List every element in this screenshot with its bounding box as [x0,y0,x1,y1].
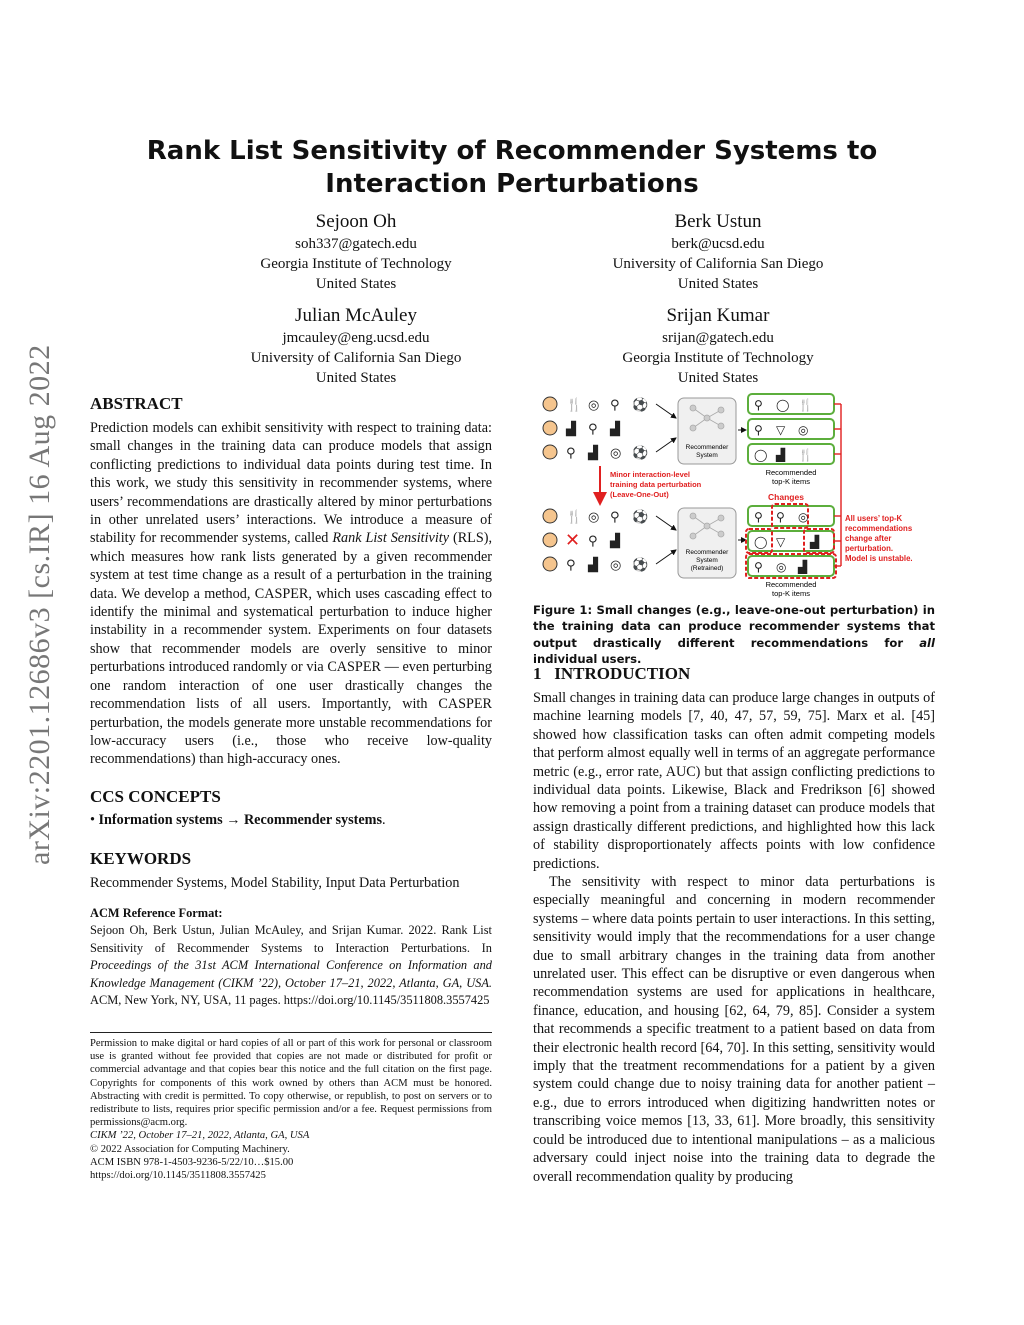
user-avatar-icon [543,445,557,459]
svg-text:Model is unstable.: Model is unstable. [845,554,913,563]
user-avatar-icon [543,421,557,435]
author-block [568,210,868,294]
svg-text:System: System [696,557,718,564]
changes-label: Changes [768,492,804,502]
ccs-heading: CCS CONCEPTS [90,787,221,806]
svg-text:◎: ◎ [798,423,809,437]
item-shoe-icon: ▟ [566,421,576,436]
abstract-body: Prediction models can exhibit sensitivity with respect to training data: small changes in the training data can produce models that assign conflicting predictions to individual data points during test time. In this work, we study this sensitivity in recommender systems, where users’ recommendations are drastically altered by minor perturbations in other unrelated users’ interactions. We introduce a measure of stability for recommender systems, called Rank List Sensitivity (RLS), which measures how rank lists generated by a given recommender system at test time change as a result of a perturbation in the training data. We develop a method, CASPER, which uses cascading effect to identify the minimal and systematical perturbation to induce higher instability in a recommender system. Experiments on four datasets show that recommender models are overly sensitive to minor perturbations introduced randomly or via CASPER — even perturbing one random interaction of one user drastically changes the recommendation lists of all users. Importantly, with CASPER perturbation, the models generate more unstable recommendations for low-accuracy users (i.e., those who receive low-quality recommendations) than high-accuracy ones. [90,420,492,768]
title-line-1: Rank List Sensitivity of Recommender Systems to [146,136,878,166]
svg-text:training data perturbation: training data perturbation [610,480,702,489]
author-name: Sejoon Oh [315,211,397,232]
user-avatar-icon [543,509,557,523]
user-interactions-perturbed [543,509,676,573]
item-shoe-icon: ▟ [588,445,598,460]
svg-text:▟: ▟ [798,560,808,574]
svg-text:⚽: ⚽ [632,509,649,524]
user-avatar-icon [543,397,557,411]
title-line-2: Interaction Perturbations [325,169,699,199]
svg-text:🍴: 🍴 [798,398,813,412]
author-block [206,210,506,294]
svg-text:⚲: ⚲ [610,509,620,524]
author-email[interactable]: srijan@gatech.edu [662,330,774,346]
arxiv-stamp: arXiv:2201.12686v3 [cs.IR] 16 Aug 2022 [23,344,56,865]
abstract-heading: ABSTRACT [90,394,183,413]
author-affiliation: Georgia Institute of Technology [622,350,814,366]
svg-text:◎: ◎ [610,557,622,572]
item-ball-icon: ⚽ [632,397,649,412]
author-affiliation: University of California San Diego [250,350,462,366]
svg-text:◯: ◯ [776,398,790,412]
svg-text:(Leave-One-Out): (Leave-One-Out) [610,490,669,499]
doi-link[interactable]: https://doi.org/10.1145/3511808.3557425 [90,1170,266,1182]
svg-text:change after: change after [845,534,892,543]
item-film-icon: ◎ [610,445,622,460]
svg-text:⚲: ⚲ [776,510,785,524]
svg-text:Minor interaction-level: Minor interaction-level [610,470,691,479]
svg-text:⚲: ⚲ [754,398,763,412]
svg-text:perturbation.: perturbation. [845,544,894,553]
svg-text:◯: ◯ [754,448,768,462]
intro-heading: 1 INTRODUCTION [533,664,691,683]
user-avatar-icon [543,557,557,571]
author-email[interactable]: jmcauley@eng.ucsd.edu [282,330,430,346]
acm-ref-heading: ACM Reference Format: [90,906,223,920]
ccs-concepts: • Information systems → Recommender systems. [90,812,386,828]
figure-1 [538,390,938,604]
svg-text:▟: ▟ [776,448,786,462]
svg-text:⚲: ⚲ [588,533,598,548]
intro-paragraph-1: Small changes in training data can produce large changes in outputs of machine learning models [7, 40, 47, 57, 59, 75]. Marx et al. [45] showed how classification tasks can often admit competing models that perform almost equally well in terms of an aggregate performance metric (e.g., error rate, AUC) but that assign conflicting predictions to individual data points. Likewise, Black and Fredrikson [6] showed how removing a point from a training dataset can produce models that assign drastically different predictions, and highlighted how this lack of stability disproportionately affects points with low confidence predictions. [533,690,935,872]
svg-text:🍴: 🍴 [566,509,583,524]
footnote-rule [90,1032,492,1033]
svg-text:◎: ◎ [588,509,600,524]
unstable-note [845,514,913,563]
svg-text:▽: ▽ [776,423,786,437]
svg-text:⚲: ⚲ [754,560,763,574]
item-film-icon: ◎ [588,397,600,412]
rec-system-label-1: Recommender [685,444,729,451]
svg-text:Recommended: Recommended [765,580,817,589]
author-affiliation: University of California San Diego [612,256,824,272]
svg-text:⚲: ⚲ [566,557,576,572]
svg-text:⚲: ⚲ [754,423,763,437]
author-country: United States [677,276,759,292]
rls-term: Rank List Sensitivity [332,530,450,547]
author-name: Berk Ustun [674,211,762,232]
change-connectors [834,404,841,566]
item-ball-icon: ⚽ [632,445,649,460]
svg-text:Recommender: Recommender [685,549,729,556]
recommended-items-changed [746,504,836,578]
svg-text:▟: ▟ [810,535,820,549]
rec-items-label-2: top-K items [772,477,810,486]
paper-title [0,135,1024,201]
item-vacuum-icon: ⚲ [588,421,598,436]
item-cutlery-icon: 🍴 [566,397,583,412]
intro-paragraph-2: The sensitivity with respect to minor data perturbations is especially meaningful and concerning in modern recommender systems – where data points pertain to user interactions. In this setting, sensitivity would imply that the recommendations for a user change due to small arbitrary changes in the training data from another unrelated user. This effect can be disruptive or even dangerous when recommendation systems are used for applications in healthcare, finance, education, and housing [62, 64, 79, 85]. Consider a system that recommends a specific treatment to a patient based on data from their electronic health record [64, 70]. In this setting, sensitivity would imply that the treatment recommendations for a patient by a given system could change due to noisy training data for another patient – e.g., due to errors introduced when digitizing handwritten notes or transcribing voice memos [13, 33, 61]. More broadly, this sensitivity could be introduced due to intentional manipulations – as a malicious adversary could inject noise into the training data to degrade the overall recommendation quality by producing [533,874,935,1185]
author-email[interactable]: berk@ucsd.edu [671,236,765,252]
figure-caption: Figure 1: Small changes (e.g., leave-one-out perturbation) in the training data can produce recommender systems that output drastically different recommendations for all individual users. [533,603,935,667]
svg-text:◎: ◎ [776,560,787,574]
user-interactions-original [543,397,676,461]
removed-interaction-icon: ✕ [565,530,581,550]
permission-notice: Permission to make digital or hard copies of all or part of this work for personal or classroom use is granted without fee provided that copies are not made or distributed for profit or commercial advantage and that copies bear this notice and the full citation on the first page. Copyrights for components of this work owned by others than ACM must be honored. Abstracting with credit is permitted. To copy otherwise, or republish, to post on servers or to redistribute to lists, requires prior specific permission and/or a fee. Request permissions from permissions@acm.org. CIKM ’22, October 17–21, 2022, Atlanta, GA, USA © 2022 Association for Computing Machinery. ACM ISBN 978-1-4503-9236-5/22/10…$15.00 https://doi.org/10.1145/3511808.3557425 [90,1038,492,1182]
perturbation-label [610,470,702,499]
author-email[interactable]: soh337@gatech.edu [295,236,417,252]
svg-text:▟: ▟ [610,533,620,548]
acm-ref-body: Sejoon Oh, Berk Ustun, Julian McAuley, and Srijan Kumar. 2022. Rank List Sensitivity of Recommender Systems to Interaction Perturbations. In Proceedings of the 31st ACM International Conference on Information and Knowledge Management (CIKM ’22), October 17–21, 2022, Atlanta, GA, USA. ACM, New York, NY, USA, 11 pages. https://doi.org/10.1145/3511808.3557425 [90,923,492,1007]
rec-system-label-2: System [696,452,718,459]
item-racket-icon: ⚲ [566,445,576,460]
author-block [156,304,556,388]
keywords-heading: KEYWORDS [90,849,192,868]
svg-text:▟: ▟ [588,557,598,572]
author-country: United States [315,276,397,292]
svg-text:🍴: 🍴 [798,448,813,462]
keywords-text: Recommender Systems, Model Stability, Input Data Perturbation [90,875,460,891]
author-country: United States [315,370,397,386]
svg-text:⚲: ⚲ [754,510,763,524]
item-shoe-icon: ▟ [610,421,620,436]
svg-text:(Retrained): (Retrained) [690,565,724,572]
author-country: United States [677,370,759,386]
svg-text:top-K items: top-K items [772,589,810,598]
author-name: Srijan Kumar [666,305,770,326]
svg-text:▽: ▽ [776,535,786,549]
svg-text:All users’ top-K: All users’ top-K [845,514,903,523]
recommended-items-original [748,394,834,464]
rec-items-label-1: Recommended [765,468,817,477]
user-avatar-icon [543,533,557,547]
author-affiliation: Georgia Institute of Technology [260,256,452,272]
item-vacuum-icon: ⚲ [610,397,620,412]
svg-text:◯: ◯ [754,535,768,549]
svg-text:recommendations: recommendations [845,524,913,533]
svg-text:⚽: ⚽ [632,557,649,572]
author-name: Julian McAuley [295,305,417,326]
author-block [568,304,868,388]
svg-text:◎: ◎ [798,510,809,524]
